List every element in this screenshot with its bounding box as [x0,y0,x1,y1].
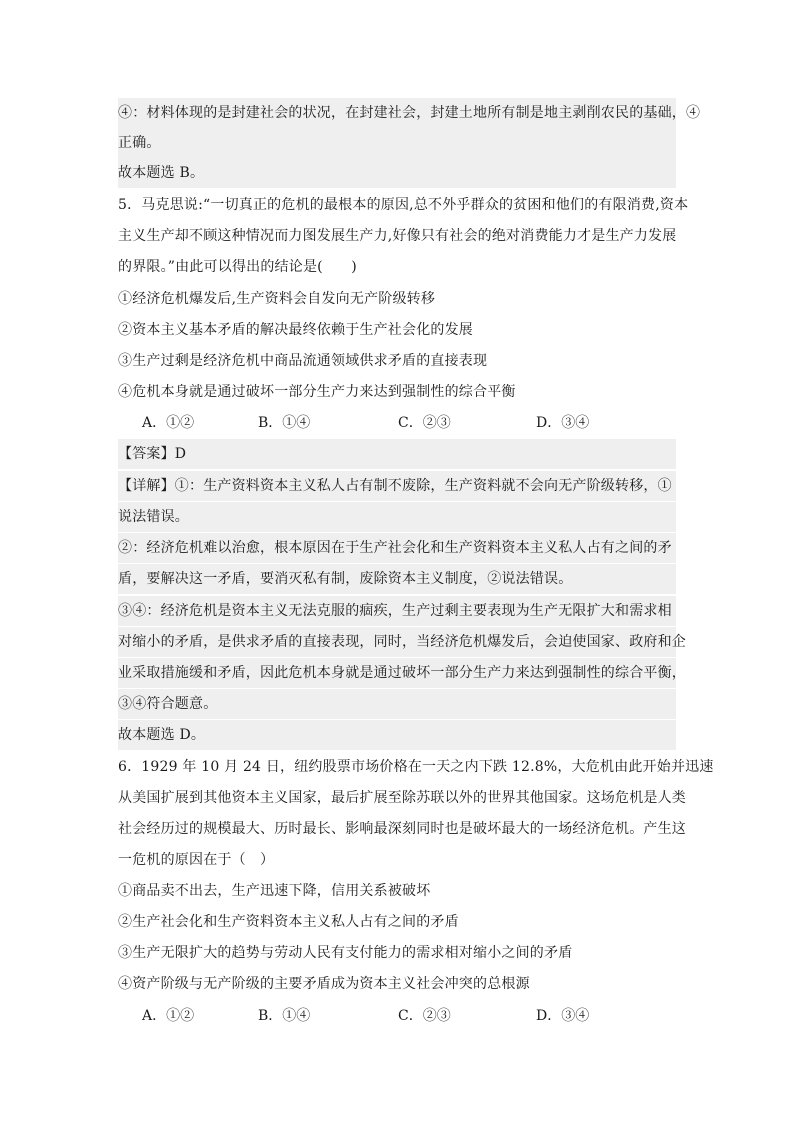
q5-detail-line: 【详解】①：生产资料资本主义私人占有制不废除，生产资料就不会向无产阶级转移，① [118,471,676,501]
q6-stem-line: 从美国扩展到其他资本主义国家，最后扩展至除苏联以外的世界其他国家。这场危机是人类 [118,790,686,806]
prev-analysis-line-2: 正确。 [118,128,676,158]
q5-answer: 【答案】D [118,439,676,469]
q5-detail-line: ②：经济危机难以治愈，根本原因在于生产社会化和生产资料资本主义私人占有之间的矛 [118,533,676,563]
q6-statement: ①商品卖不出去，生产迅速下降，信用关系被破坏 [118,883,431,899]
q6-options [118,1001,678,1031]
q6-statement: ②生产社会化和生产资料资本主义私人占有之间的矛盾 [118,914,459,930]
q5-detail-line: 盾，要解决这一矛盾，要消灭私有制，废除资本主义制度，②说法错误。 [118,564,676,594]
q6-option-a: A．①② [142,1008,195,1024]
q5-stem-line-2: 主义生产却不顾这种情况而力图发展生产力,好像只有社会的绝对消费能力才是生产力发展 [118,228,677,244]
q6-option-b: B．①④ [258,1008,311,1024]
q5-stem-line-1: 5．马克思说:“一切真正的危机的最根本的原因,总不外乎群众的贫困和他们的有限消费,资本 [118,197,689,213]
q5-detail-line: 说法错误。 [118,502,676,532]
q5-detail-line: 对缩小的矛盾，是供求矛盾的直接表现，同时，当经济危机爆发后，会迫使国家、政府和企 [118,627,676,657]
q5-statement: ①经济危机爆发后,生产资料会自发向无产阶级转移 [118,291,436,307]
q6-stem-line: 一危机的原因在于（ ） [118,852,275,868]
q6-option-d: D．③④ [536,1008,590,1024]
q5-detail-line: 业采取措施缓和矛盾，因此危机本身就是通过破坏一部分生产力来达到强制性的综合平衡， [118,658,676,688]
q5-detail-line: ③④符合题意。 [118,689,676,719]
q5-options [118,408,678,438]
q5-statement: ③生产过剩是经济危机中商品流通领域供求矛盾的直接表现 [118,353,488,369]
q6-stem-line: 6．1929 年 10 月 24 日，纽约股票市场价格在一天之内下跌 12.8%，大危机由此开始并迅速 [118,759,714,775]
q6-statement: ③生产无限扩大的趋势与劳动人民有支付能力的需求相对缩小之间的矛盾 [118,945,573,961]
q5-stem-line-3: 的界限。”由此可以得出的结论是( ) [118,259,357,275]
q5-statement: ②资本主义基本矛盾的解决最终依赖于生产社会化的发展 [118,322,473,338]
q5-option-a: A．①② [142,415,195,431]
q6-option-c: C．②③ [398,1008,451,1024]
q6-stem-line: 社会经历过的规模最大、历时最长、影响最深刻同时也是破坏最大的一场经济危机。产生这 [118,821,686,837]
prev-analysis-conclusion: 故本题选 B。 [118,158,676,188]
q5-detail-conclusion: 故本题选 D。 [118,720,676,750]
q5-detail-line: ③④：经济危机是资本主义无法克服的痼疾，生产过剩主要表现为生产无限扩大和需求相 [118,596,676,626]
q5-statement: ④危机本身就是通过破坏一部分生产力来达到强制性的综合平衡 [118,384,516,400]
q5-option-b: B．①④ [258,415,311,431]
q5-option-c: C．②③ [398,415,451,431]
q6-statement: ④资产阶级与无产阶级的主要矛盾成为资本主义社会冲突的总根源 [118,976,530,992]
prev-analysis-line-1: ④：材料体现的是封建社会的状况，在封建社会，封建土地所有制是地主剥削农民的基础，④ [118,98,676,128]
q5-option-d: D．③④ [536,415,590,431]
